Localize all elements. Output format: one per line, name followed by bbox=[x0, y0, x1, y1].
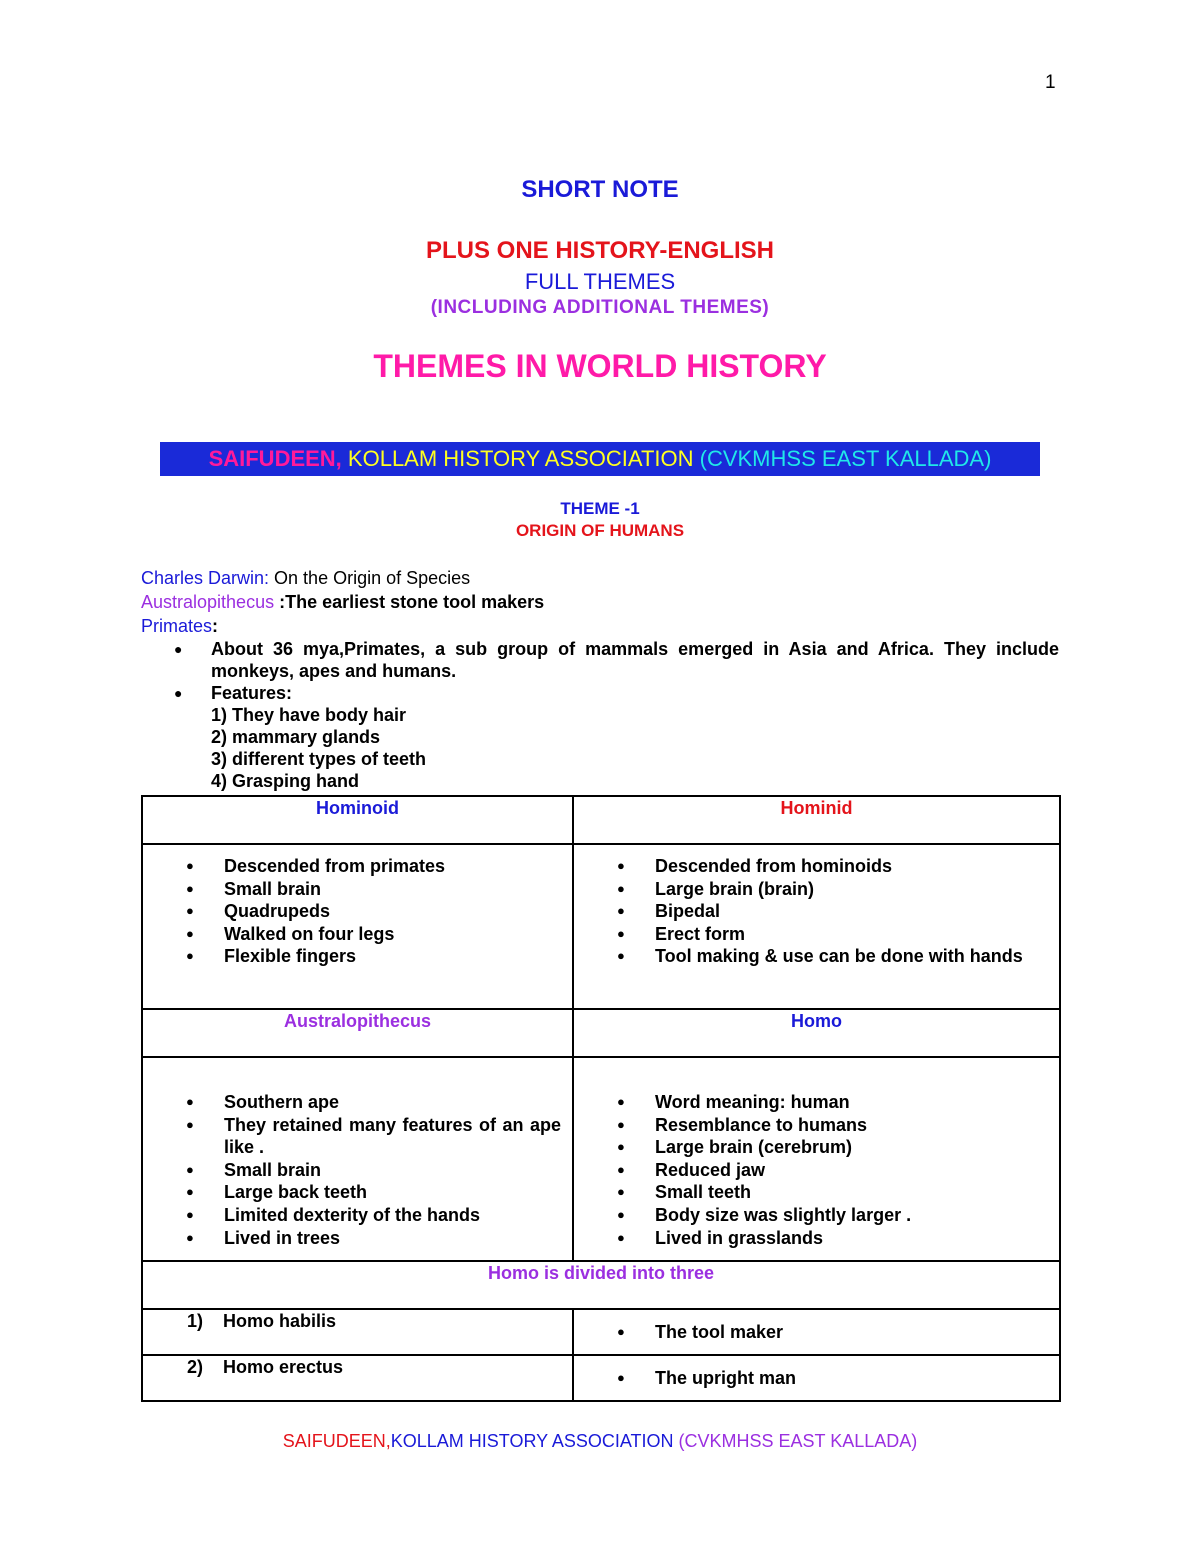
list-item: ● Quadrupeds bbox=[186, 901, 331, 922]
bullet-icon: ● bbox=[186, 1161, 194, 1177]
list-item: ● Large back teeth bbox=[186, 1182, 368, 1203]
bullet-icon: ● bbox=[186, 1229, 194, 1245]
bullet-icon: ● bbox=[617, 1369, 625, 1385]
australopithecus-header: Australopithecus bbox=[142, 1009, 573, 1057]
list-item: ● Large brain (brain) bbox=[617, 878, 815, 899]
list-item: ● Large brain (cerebrum) bbox=[617, 1137, 853, 1158]
footer-author-name: SAIFUDEEN, bbox=[282, 1431, 391, 1451]
homo-erectus-desc-cell bbox=[573, 1355, 1060, 1401]
bullet-icon: ● bbox=[174, 641, 183, 657]
homo-habilis-desc-cell bbox=[573, 1309, 1060, 1355]
list-item: ● Small brain bbox=[186, 878, 322, 899]
bullet-icon: ● bbox=[617, 1323, 625, 1339]
list-item: ● Descended from hominoids bbox=[617, 856, 893, 876]
list-item: ● Lived in grasslands bbox=[617, 1227, 824, 1248]
list-item: ● Word meaning: human bbox=[617, 1092, 850, 1112]
comparison-table bbox=[141, 795, 1061, 1402]
list-item: ● Resemblance to humans bbox=[617, 1114, 868, 1135]
feature-item: 1) They have body hair bbox=[211, 705, 407, 725]
primates-list bbox=[141, 638, 1059, 792]
banner-author-name: SAIFUDEEN, bbox=[208, 446, 342, 471]
bullet-icon: ● bbox=[617, 1116, 625, 1132]
short-note-heading: SHORT NOTE bbox=[521, 176, 679, 203]
bullet-icon: ● bbox=[174, 685, 183, 701]
primates-term: Primates bbox=[141, 616, 213, 636]
bullet-icon: ● bbox=[617, 925, 625, 941]
bullet-icon: ● bbox=[617, 1206, 625, 1222]
darwin-term: Charles Darwin: bbox=[141, 568, 270, 588]
primates-colon: : bbox=[212, 616, 219, 636]
bullet-icon: ● bbox=[186, 1116, 194, 1132]
homo-habilis-cell: 1) Homo habilis bbox=[142, 1309, 573, 1355]
hominid-header: Hominid bbox=[573, 796, 1060, 844]
including-additional-heading: (INCLUDING ADDITIONAL THEMES) bbox=[430, 297, 770, 318]
list-item: ● The tool maker bbox=[617, 1321, 784, 1342]
homo-erectus-cell: 2) Homo erectus bbox=[142, 1355, 573, 1401]
footer-association: KOLLAM HISTORY ASSOCIATION bbox=[390, 1431, 679, 1451]
feature-item: 3) different types of teeth bbox=[211, 749, 427, 769]
bullet-icon: ● bbox=[186, 948, 194, 964]
plus-one-heading: PLUS ONE HISTORY-ENGLISH bbox=[425, 237, 775, 264]
bullet-icon: ● bbox=[617, 880, 625, 896]
list-item: ● Reduced jaw bbox=[617, 1159, 766, 1180]
bullet-icon: ● bbox=[186, 880, 194, 896]
list-item: ● Small brain bbox=[186, 1159, 322, 1180]
list-item: ● Features: 1) They have body hair 2) mammary glands 3) different types of teeth 4) Grasping hand bbox=[141, 682, 1059, 792]
list-item: ● Descended from primates bbox=[186, 856, 446, 876]
homo-divided-header: Homo is divided into three bbox=[142, 1261, 1060, 1309]
bullet-icon: ● bbox=[617, 1094, 625, 1109]
theme-title: ORIGIN OF HUMANS bbox=[515, 521, 685, 540]
list-item: ● Bipedal bbox=[617, 901, 721, 922]
australopithecus-cell bbox=[142, 1057, 573, 1261]
bullet-icon: ● bbox=[617, 948, 625, 964]
page-number: 1 bbox=[1045, 72, 1056, 93]
themes-world-history-heading: THEMES IN WORLD HISTORY bbox=[373, 348, 827, 384]
banner-association: KOLLAM HISTORY ASSOCIATION bbox=[341, 446, 700, 471]
bullet-icon: ● bbox=[617, 858, 625, 873]
bullet-icon: ● bbox=[617, 1161, 625, 1177]
bullet-icon: ● bbox=[186, 925, 194, 941]
darwin-text: On the Origin of Species bbox=[269, 568, 471, 588]
bullet-icon: ● bbox=[617, 1229, 625, 1245]
list-item: ● Body size was slightly larger . bbox=[617, 1204, 912, 1225]
feature-item: 4) Grasping hand bbox=[211, 771, 360, 791]
hominid-cell bbox=[573, 844, 1060, 1009]
bullet-icon: ● bbox=[186, 903, 194, 919]
homo-header: Homo bbox=[573, 1009, 1060, 1057]
intro-section bbox=[141, 566, 1059, 792]
bullet-icon: ● bbox=[186, 1206, 194, 1222]
list-item: ● Small teeth bbox=[617, 1182, 752, 1203]
list-item: ● Walked on four legs bbox=[186, 923, 395, 944]
list-item: ● Lived in trees bbox=[186, 1227, 341, 1248]
bullet-icon: ● bbox=[617, 1184, 625, 1200]
austra-text: :The earliest stone tool makers bbox=[274, 592, 545, 612]
bullet-icon: ● bbox=[186, 1184, 194, 1200]
list-item: ● Flexible fingers bbox=[186, 946, 357, 967]
full-themes-heading: FULL THEMES bbox=[524, 269, 676, 294]
bullet-icon: ● bbox=[186, 1094, 194, 1109]
list-item: ● Tool making & use can be done with hands bbox=[617, 946, 1023, 967]
hominoid-header: Hominoid bbox=[142, 796, 573, 844]
theme-number: THEME -1 bbox=[560, 499, 640, 518]
list-item: ● The upright man bbox=[617, 1367, 796, 1388]
list-item: ● Southern ape bbox=[186, 1092, 340, 1112]
hominoid-cell bbox=[142, 844, 573, 1009]
banner-school: (CVKMHSS EAST KALLADA) bbox=[699, 446, 992, 471]
page-footer bbox=[0, 1431, 1200, 1452]
list-item: ● About 36 mya,Primates, a sub group of mammals emerged in Asia and Africa. They include monkeys, apes and humans. bbox=[174, 639, 1059, 681]
footer-school: (CVKMHSS EAST KALLADA) bbox=[678, 1431, 918, 1451]
bullet-icon: ● bbox=[617, 903, 625, 919]
bullet-icon: ● bbox=[186, 858, 194, 873]
austra-term: Australopithecus bbox=[141, 592, 275, 612]
list-item: ● Erect form bbox=[617, 923, 746, 944]
list-item: ● Limited dexterity of the hands bbox=[186, 1204, 481, 1225]
author-banner bbox=[160, 442, 1040, 476]
homo-cell bbox=[573, 1057, 1060, 1261]
bullet-icon: ● bbox=[617, 1139, 625, 1155]
list-item: ● They retained many features of an ape like . bbox=[186, 1114, 561, 1158]
feature-item: 2) mammary glands bbox=[211, 727, 381, 747]
